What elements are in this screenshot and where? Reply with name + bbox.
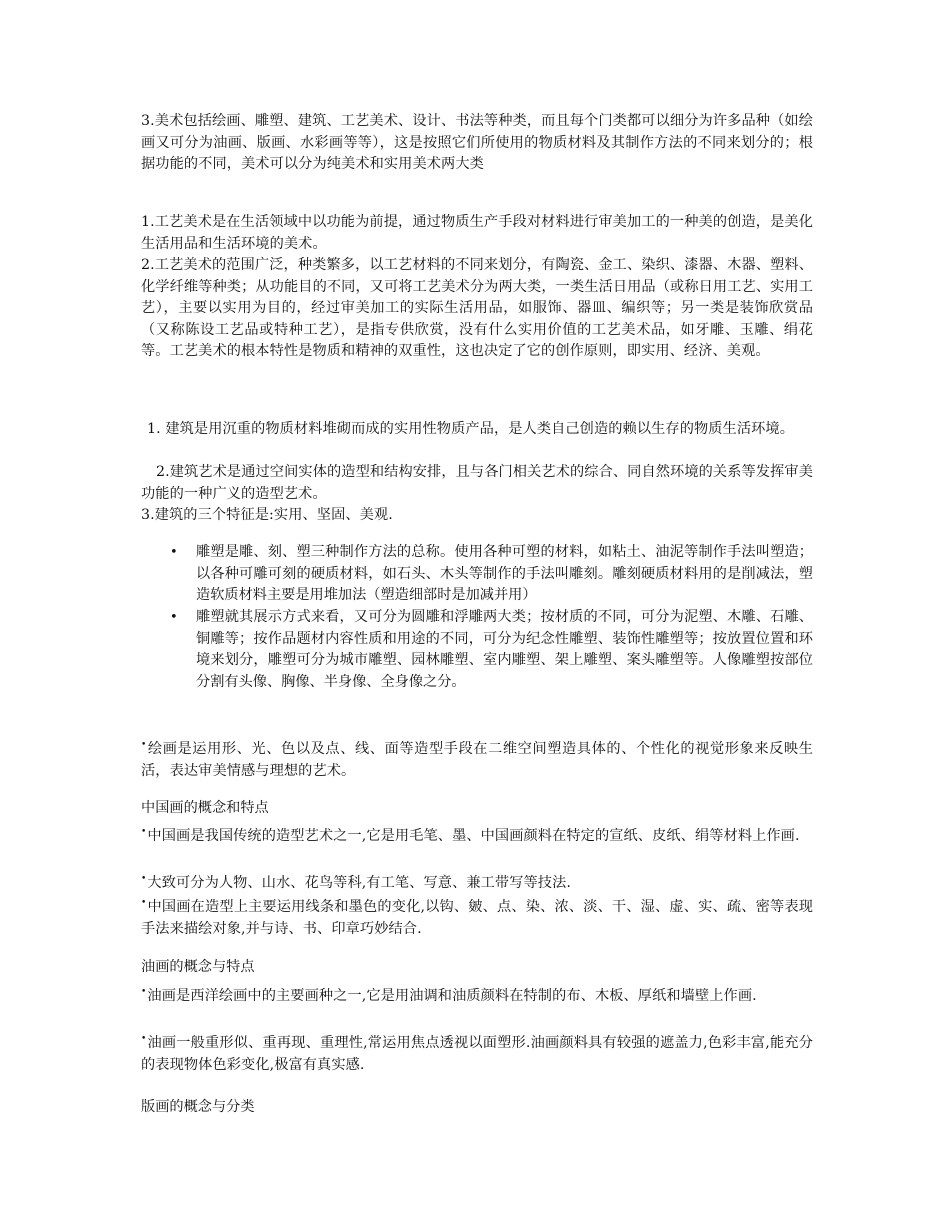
bullet-marker: • [141,1034,147,1044]
list-item-text: 中国画是我国传统的造型艺术之一,它是用毛笔、墨、中国画颜料在特定的宣纸、皮纸、绢等材料上作画. [147,828,800,844]
paragraph-architecture-features: 3.建筑的三个特征是:实用、坚固、美观. [141,507,393,523]
heading-oil-painting: 油画的概念与特点 [141,959,255,975]
heading-chinese-painting: 中国画的概念和特点 [141,800,269,816]
heading-printmaking: 版画的概念与分类 [141,1099,255,1115]
list-item-sculpture-methods: 雕塑是雕、刻、塑三种制作方法的总称。使用各种可塑的材料，如粘土、油泥等制作手法叫塑造；以各种可雕可刻的硬质材料，如石头、木头等制作的手法叫雕刻。雕刻硬质材料用的是削减法，塑造软质材料主要是用堆加法（塑造细部时是加减并用） [196,544,813,603]
list-item-text: 油画是西洋绘画中的主要画种之一,它是用油调和油质颜料在特制的布、木板、厚纸和墙壁上作画. [147,988,757,1004]
list-item-text: 大致可分为人物、山水、花鸟等科,有工笔、写意、兼工带写等技法. [147,875,571,891]
paragraph-architecture-art: 2.建筑艺术是通过空间实体的造型和结构安排，且与各门相关艺术的综合、同自然环境的关系等发挥审美功能的一种广义的造型艺术。 [141,464,813,502]
paragraph-architecture-definition: 1. 建筑是用沉重的物质材料堆砌而成的实用性物质产品，是人类自己创造的赖以生存的物质生活环境。 [147,421,794,437]
paragraph-craft-scope: 2.工艺美术的范围广泛，种类繁多，以工艺材料的不同来划分，有陶瓷、金工、染织、漆器、木器、塑料、化学纤维等种类；从功能目的不同，又可将工艺美术分为两大类，一类生活日用品（或称日用工艺、实用工艺），主要以实用为目的，经过审美加工的实际生活用品，如服饰、器皿、编织等；另一类是装饰欣赏品（又称陈设工艺品或特种工艺），是指专供欣赏，没有什么实用价值的工艺美术品，如牙雕、玉雕、绢花等。工艺美术的根本特性是物质和精神的双重性，这也决定了它的创作原则，即实用、经济、美观。 [141,257,813,359]
bullet-marker: • [141,898,147,908]
list-item-chinese-painting [141,822,813,848]
list-item-oil-painting [141,982,813,1008]
list-item-oil-painting [141,1029,813,1076]
list-item-chinese-painting [141,869,813,895]
bullet-marker: • [141,987,147,997]
bullet-marker: • [141,827,147,837]
bullet-marker: • [141,740,147,750]
bullet-marker: • [141,874,147,884]
paragraph-painting-definition [141,735,813,782]
list-item-text: 油画一般重形似、重再现、重理性,常运用焦点透视以面塑形.油画颜料具有较强的遮盖力,色彩丰富,能充分的表现物体色彩变化,极富有真实感. [141,1035,813,1073]
paragraph-art-categories: 3.美术包括绘画、雕塑、建筑、工艺美术、设计、书法等种类，而且每个门类都可以细分为许多品种（如绘画又可分为油画、版画、水彩画等等），这是按照它们所使用的物质材料及其制作方法的不同来划分的；根据功能的不同，美术可以分为纯美术和实用美术两大类 [141,113,813,172]
bullet-marker: • [170,610,178,625]
list-item-sculpture-types: 雕塑就其展示方式来看，又可分为圆雕和浮雕两大类；按材质的不同，可分为泥塑、木雕、石雕、铜雕等；按作品题材内容性质和用途的不同，可分为纪念性雕塑、装饰性雕塑等；按放置位置和环境来划分，雕塑可分为城市雕塑、园林雕塑、室内雕塑、架上雕塑、案头雕塑等。人像雕塑按部位分割有头像、胸像、半身像、全身像之分。 [196,609,813,690]
list-item-chinese-painting [141,893,813,940]
paragraph-craft-definition: 1.工艺美术是在生活领域中以功能为前提，通过物质生产手段对材料进行审美加工的一种美的创造，是美化生活用品和生活环境的美术。 [141,214,813,252]
list-item-text: 中国画在造型上主要运用线条和墨色的变化,以钩、皴、点、染、浓、淡、干、湿、虚、实、疏、密等表现手法来描绘对象,并与诗、书、印章巧妙结合. [141,899,813,937]
bullet-marker: • [170,545,178,560]
painting-intro-text: 绘画是运用形、光、色以及点、线、面等造型手段在二维空间塑造具体的、个性化的视觉形象来反映生活，表达审美情感与理想的艺术。 [141,741,813,779]
